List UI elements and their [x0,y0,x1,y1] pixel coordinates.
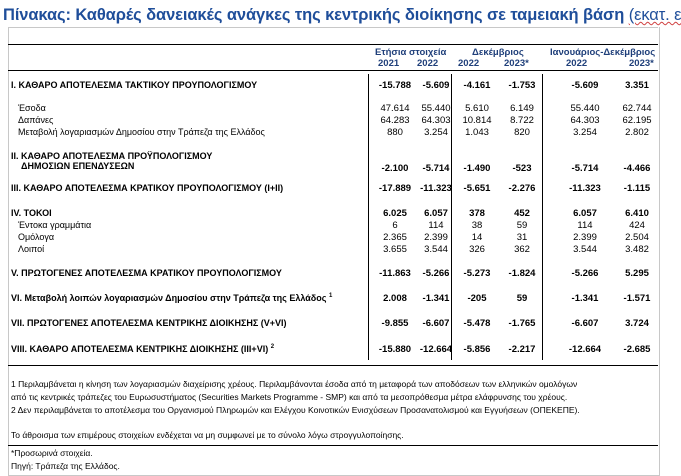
table-cell: 31 [516,232,528,243]
table-cell: 1.043 [465,127,489,138]
table-cell: 62.195 [622,115,652,126]
table-bottom-rule [8,365,658,366]
row-label-text: VII. ΠΡΩΤΟΓΕΝΕΣ ΑΠΟΤΕΛΕΣΜΑ ΚΕΝΤΡΙΚΗΣ ΔΙΟΙΚΗΣΗΣ (V+VI) [11,318,287,328]
table-cell: -11.323 [569,183,601,194]
table-cell: -5.651 [463,183,491,194]
table-cell: 6.410 [625,208,649,219]
table-cell: 6.057 [424,208,448,219]
table-cell: 55.440 [570,103,600,114]
rounding-note: Το άθροισμα των επιμέρους στοιχείων ενδέχεται να μη συμφωνεί με το σύνολο λόγω στρογγυλοποίησης. [11,430,404,440]
table-cell: -1.571 [623,293,651,304]
header-col-6: 2023* [629,58,654,69]
table-cell: -1.824 [508,268,536,279]
table-cell: 3.254 [573,127,597,138]
table-cell: 55.440 [421,103,451,114]
table-cell: 3.254 [424,127,448,138]
table-cell: -1.341 [571,293,599,304]
row-label-text: VIII. ΚΑΘΑΡΟ ΑΠΟΤΕΛΕΣΜΑ ΚΕΝΤΡΙΚΗΣ ΔΙΟΙΚΗΣΗΣ (III+VI) [11,344,269,354]
row-label [11,208,52,218]
table-cell: -5.478 [463,318,491,329]
header-col-4: 2023* [504,58,529,69]
table-cell: 8.722 [510,115,534,126]
table-cell: 2.365 [383,232,407,243]
table-cell: -5.609 [571,80,599,91]
table-cell: 5.610 [465,103,489,114]
row-label-text: Έσοδα [18,103,46,113]
table-cell: 3.351 [625,80,649,91]
row-label-text: I. ΚΑΘΑΡΟ ΑΠΟΤΕΛΕΣΜΑ ΤΑΚΤΙΚΟΥ ΠΡΟΥΠΟΛΟΓΙΣΜΟΥ [11,80,258,90]
table-cell: 64.303 [421,115,451,126]
row-label-text: Δαπάνες [18,115,54,125]
header-group-annual: Ετήσια στοιχεία [375,47,447,58]
table-cell: -12.664 [419,344,453,355]
table-cell: -11.323 [420,183,452,194]
table-cell: 378 [469,208,485,219]
table-cell: -2.217 [508,344,536,355]
row-label [18,103,46,113]
table-cell: 880 [387,127,403,138]
row-label-text: Ομόλογα [18,232,55,242]
table-cell: 2.399 [573,232,597,243]
footnote-ref: 1 [328,293,333,299]
table-cell: -1.115 [623,183,651,194]
table-cell: 3.544 [424,244,448,255]
row-label [11,318,287,328]
table-cell: 6.057 [573,208,597,219]
footnote-ref: 2 [270,344,275,350]
row-label-text: Μεταβολή λογαριασμών Δημοσίου στην Τράπεζα της Ελλάδος [18,127,265,137]
row-label [11,151,212,171]
header-group-jan-dec: Ιανουάριος-Δεκέμβριος [550,47,656,58]
table-cell: 59 [516,220,528,231]
row-label-text: III. ΚΑΘΑΡΟ ΑΠΟΤΕΛΕΣΜΑ ΚΡΑΤΙΚΟΥ ΠΡΟΥΠΟΛΟΓΙΣΜΟΥ (I+II) [11,183,284,193]
table-cell: -6.607 [571,318,599,329]
table-cell: 59 [516,293,528,304]
table-cell: -1.753 [508,80,536,91]
footnote-2: 2 Δεν περιλαμβάνεται το αποτέλεσμα του Οργανισμού Πληρωμών και Ελέγχου Κοινοτικών Ενισχύσεων Προσανατολισμού και Εγγυήσεων (ΟΠΕΚΕΠΕ). [11,405,580,415]
table-title [3,6,681,25]
table-cell: -11.863 [379,268,411,279]
table-cell: 2.399 [424,232,448,243]
footnote-1-line-1: 1 Περιλαμβάνεται η κίνηση των λογαριασμών διαχείρισης χρέους. Περιλαμβάνονται έσοδα από τη μεταφορά των αποδόσεων των ελληνικών ομολόγων [11,379,578,389]
table-cell: 47.614 [380,103,410,114]
table-cell: 114 [428,220,444,231]
table-cell: -5.266 [422,268,450,279]
header-col-5: 2022 [566,58,588,69]
table-cell: -205 [467,293,487,304]
table-cell: 326 [469,244,485,255]
table-cell: -15.880 [378,344,412,355]
table-cell: -523 [512,163,532,174]
table-cell: -9.855 [381,318,409,329]
header-top-rule [8,44,658,45]
row-label [11,268,282,278]
table-cell: 64.283 [380,115,410,126]
table-cell: -5.856 [463,344,491,355]
table-cell: -4.466 [623,163,651,174]
table-cell: 362 [514,244,530,255]
table-cell: 2.008 [383,293,407,304]
table-cell: 820 [514,127,530,138]
table-cell: 38 [471,220,483,231]
table-cell: -5.609 [422,80,450,91]
row-label [11,183,283,193]
row-label-text: Λοιποί [18,244,45,254]
table-cell: 3.544 [573,244,597,255]
table-cell: -17.889 [378,183,412,194]
table-cell: -1.490 [463,163,491,174]
title-unit: (εκατ. ε [628,6,681,24]
table-cell: -5.273 [463,268,491,279]
table-cell: 5.295 [625,268,649,279]
header-col-1: 2021 [378,58,400,69]
table-cell: -15.788 [378,80,412,91]
table-cell: -1.341 [422,293,450,304]
table-cell: 424 [629,220,645,231]
table-cell: 6.149 [510,103,534,114]
header-group-december: Δεκέμβριος [472,47,524,58]
table-cell: 2.802 [625,127,649,138]
table-cell: -12.664 [568,344,602,355]
table-cell: 14 [471,232,483,243]
header-bottom-rule [8,70,658,71]
row-label [18,115,53,125]
footnote-1-line-2: από τις κεντρικές τράπεζες του Ευρωσυστήματος (Securities Markets Programme - SMP) και από τα μεσοπρόθεσμα μέτρα ελάφρυνσης του χρέους. [11,392,568,402]
title-main: Πίνακας: Καθαρές δανειακές ανάγκες της κεντρικής διοίκησης σε ταμειακή βάση [3,6,625,24]
row-label-continuation: ΔΗΜΟΣΙΩΝ ΕΠΕΝΔΥΣΕΩΝ [21,161,135,171]
row-label [11,293,332,303]
row-label-text: II. ΚΑΘΑΡΟ ΑΠΟΤΕΛΕΣΜΑ ΠΡΟΫΠΟΛΟΓΙΣΜΟΥ [11,151,213,161]
table-cell: 6.025 [383,208,407,219]
table-cell: 3.724 [625,318,649,329]
table-cell: 64.303 [570,115,600,126]
row-label [18,232,54,242]
table-cell: 2.504 [625,232,649,243]
row-label-text: VI. Μεταβολή λοιπών λογαριασμών Δημοσίου στην Τράπεζα της Ελλάδος [11,293,327,303]
header-col-2: 2022 [417,58,439,69]
table-cell: -2.100 [381,163,409,174]
table-cell: -2.276 [508,183,536,194]
notes-rule [8,445,658,446]
table-cell: 3.655 [383,244,407,255]
row-label [18,244,44,254]
source-note: Πηγή: Τράπεζα της Ελλάδος. [11,461,120,471]
table-cell: -5.266 [571,268,599,279]
row-label [11,80,257,90]
row-label-text: IV. ΤΟΚΟΙ [11,208,52,218]
table-cell: 452 [514,208,530,219]
table-cell: -5.714 [422,163,450,174]
row-label-text: Έντοκα γραμμάτια [18,220,92,230]
table-cell: 62.744 [622,103,652,114]
table-cell: -5.714 [571,163,599,174]
grid-line [8,27,658,28]
row-label [18,127,265,137]
table-cell: -6.607 [422,318,450,329]
table-cell: -4.161 [463,80,491,91]
table-cell: -1.765 [508,318,536,329]
table-cell: 10.814 [462,115,492,126]
table-cell: -2.685 [623,344,651,355]
row-label-text: V. ΠΡΩΤΟΓΕΝΕΣ ΑΠΟΤΕΛΕΣΜΑ ΚΡΑΤΙΚΟΥ ΠΡΟΥΠΟΛΟΓΙΣΜΟΥ [11,268,282,278]
row-label [11,344,274,354]
row-label [18,220,91,230]
table-cell: 114 [577,220,593,231]
header-col-3: 2022 [458,58,480,69]
provisional-note: *Προσωρινά στοιχεία. [11,448,93,458]
table-cell: 6 [392,220,398,231]
table-cell: 3.482 [625,244,649,255]
